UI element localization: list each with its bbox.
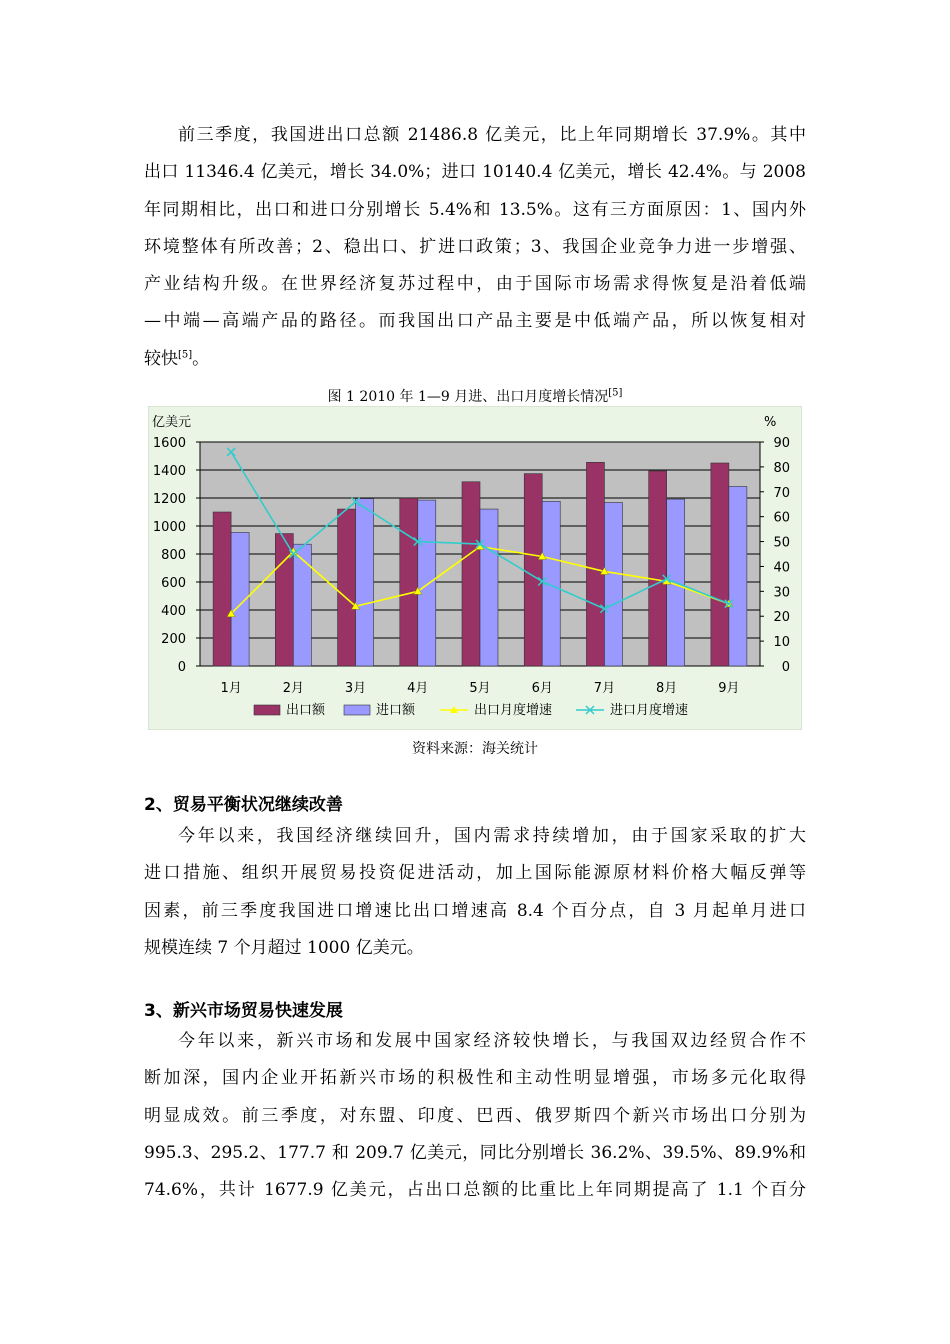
right-tick-label: 50 [773,535,790,551]
left-tick-label: 1000 [152,520,186,535]
caption-text: 图 1 2010 年 1—9 月进、出口月度增长情况 [327,389,609,405]
left-tick-label: 600 [161,576,186,591]
bar-export [524,474,542,666]
text-line: 规模连续 7 个月超过 1000 亿美元。 [144,937,424,958]
category-label: 3月 [344,681,367,696]
text-line: 今年以来，新兴市场和发展中国家经济较快增长，与我国双边经贸合作不 [178,1031,806,1051]
right-tick-label: 10 [773,635,790,651]
section-heading: 2、贸易平衡状况继续改善 [144,795,343,815]
text-line: 产业结构升级。在世界经济复苏过程中，由于国际市场需求得恢复是沿着低端 [144,274,806,295]
figure-caption [0,386,950,406]
text-line: 995.3、295.2、177.7 和 209.7 亿美元，同比分别增长 36.2%、39.5%、89.9%和 [144,1142,806,1163]
left-tick-label: 0 [177,660,186,675]
left-tick-label: 400 [161,604,186,619]
text-line: 环境整体有所改善；2、稳出口、扩进口政策；3、我国企业竞争力进一步增强、 [144,236,806,257]
right-tick-label: 40 [773,560,790,576]
bar-export [400,498,418,666]
text-line: 明显成效。前三季度，对东盟、印度、巴西、俄罗斯四个新兴市场出口分别为 [144,1105,806,1126]
category-label: 7月 [593,681,616,696]
bar-export [462,482,480,666]
text-line: 因素，前三季度我国进口增速比出口增速高 8.4 个百分点，自 3 月起单月进口 [144,900,806,921]
text-line: 前三季度，我国进出口总额 21486.8 亿美元，比上年同期增长 37.9%。其中 [178,125,806,145]
section3-paragraph [144,1023,806,1209]
bar-export [338,509,356,666]
category-label: 5月 [469,681,491,696]
left-tick-label: 1200 [152,492,186,507]
left-tick-label: 800 [161,548,186,563]
left-tick-label: 1600 [152,436,186,451]
bar-import [604,502,622,666]
text-line: 今年以来，我国经济继续回升，国内需求持续增加，由于国家采取的扩大 [178,826,806,846]
text-fragment: 。 [192,348,210,369]
text-line: —中端—高端产品的路径。而我国出口产品主要是中低端产品，所以恢复相对 [144,311,806,332]
citation-ref: [5] [178,349,193,361]
category-label: 9月 [718,681,740,696]
text-line: 74.6%，共计 1677.9 亿美元，占出口总额的比重比上年同期提高了 1.1 个百分 [144,1180,806,1201]
section-heading: 3、新兴市场贸易快速发展 [144,1001,343,1021]
right-tick-label: 20 [773,610,790,626]
text-line: 进口措施、组织开展贸易投资促进活动，加上国际能源原材料价格大幅反弹等 [144,863,806,884]
figure-source: 资料来源：海关统计 [412,741,538,757]
legend-label: 出口月度增速 [474,703,553,718]
trade-chart [148,406,802,730]
chart-svg [148,406,802,730]
text-line: 断加深，国内企业开拓新兴市场的积极性和主动性明显增强，市场多元化取得 [144,1068,806,1089]
category-label: 1月 [220,681,242,696]
left-tick-label: 200 [161,632,186,647]
left-axis-label: 亿美元 [152,415,192,430]
bar-import [418,500,436,666]
intro-paragraph [144,117,806,378]
text-fragment: 较快 [144,348,178,369]
bar-import [356,499,374,666]
legend-label: 进口月度增速 [610,703,689,718]
text-line: 出口 11346.4 亿美元，增长 34.0%；进口 10140.4 亿美元，增长 42.4%。与 2008 [144,162,806,183]
bar-export [213,512,231,666]
right-tick-label: 80 [773,460,790,476]
legend-label: 出口额 [286,703,326,718]
legend-label: 进口额 [376,703,416,718]
text-line: 年同期相比，出口和进口分别增长 5.4%和 13.5%。这有三方面原因：1、国内外 [144,199,806,220]
right-tick-label: 60 [773,510,790,526]
bar-import [480,509,498,666]
right-tick-label: 30 [773,585,790,601]
right-tick-label: 90 [773,436,790,451]
text-line-last [144,341,806,378]
citation-ref: [5] [608,387,623,399]
right-tick-label: 0 [781,660,790,675]
section2-paragraph [144,818,806,967]
left-tick-label: 1400 [152,464,186,479]
category-label: 2月 [282,681,304,696]
category-label: 6月 [531,681,553,696]
bar-export [711,463,729,666]
right-axis-label: % [764,415,777,430]
bar-export [586,462,604,666]
category-label: 8月 [656,681,678,696]
bar-import [729,487,747,666]
right-tick-label: 70 [773,485,790,501]
bar-import [293,544,311,666]
bar-export [649,471,667,666]
category-label: 4月 [407,681,429,696]
legend-swatch [254,705,280,715]
legend-swatch [344,705,370,715]
